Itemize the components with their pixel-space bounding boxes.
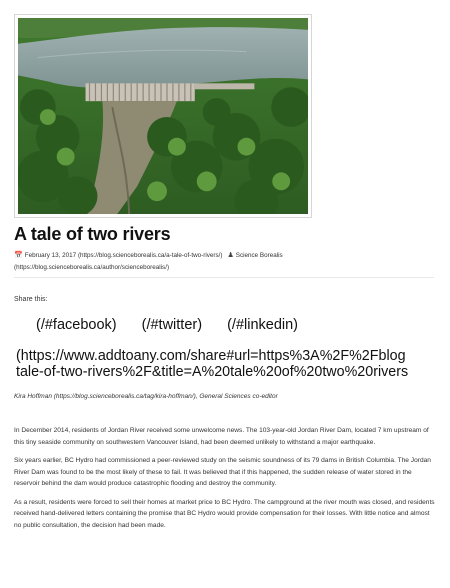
article-title: A tale of two rivers: [14, 224, 171, 244]
byline-author: Kira Hoffman: [14, 393, 52, 400]
body-paragraph-2: Six years earlier, BC Hydro had commissioned a peer-reviewed study on the seismic soundness of its 79 dams in British Columbia. The Jordan River Dam was found to be the most likely of these to fail. It was believed that if this happened, the sudden release of water stored in the reservoir behind the dam would produce catastrophic flooding and destroy the community.: [14, 457, 431, 487]
body-paragraph-3: As a result, residents were forced to sell their homes at market price to BC Hydro. The campground at the river mouth was closed, and residents received hand-delivered letters containing the promise that BC Hydro would provide compensation for their losses. With little notice and almost no public consultation, the decision had been made.: [14, 498, 435, 529]
post-date: February 13, 2017: [24, 252, 77, 259]
share-twitter-link[interactable]: (/#twitter): [141, 317, 203, 333]
author-name: Science Borealis: [235, 252, 283, 259]
byline-tag-url: (https://blog.scienceborealis.ca/tag/kira-hoffman/): [53, 393, 196, 400]
byline-role: , General Sciences co-editor: [195, 393, 278, 400]
addtoany-line-2: tale-of-two-rivers%2F&title=A%20tale%20of%20two%20rivers: [16, 364, 409, 380]
user-icon: ♟: [227, 252, 234, 259]
share-facebook-link[interactable]: (/#facebook): [36, 317, 117, 333]
post-date-url: (https://blog.scienceborealis.ca/a-tale-of-two-rivers/): [77, 252, 223, 259]
byline: [14, 393, 278, 400]
calendar-icon: 📅: [14, 252, 23, 259]
share-linkedin-link[interactable]: (/#linkedin): [227, 317, 299, 333]
dam-photo: [18, 18, 308, 214]
author-link[interactable]: [236, 252, 283, 259]
post-date-link[interactable]: [25, 252, 223, 259]
hero-image: [14, 14, 312, 218]
share-label: Share this:: [14, 296, 48, 303]
article-meta: [14, 250, 434, 274]
byline-author-link[interactable]: [14, 393, 196, 400]
meta-divider: [14, 277, 434, 278]
article-body: [14, 425, 436, 538]
addtoany-line-1: (https://www.addtoany.com/share#url=https%3A%2F%2Fblog: [16, 348, 406, 364]
body-paragraph-1: In December 2014, residents of Jordan River received some unwelcome news. The 103-year-old Jordan River Dam, located 7 km upstream of this tiny seaside community on southwestern Vancouver Island, had been deemed unlikely to withstand a major earthquake.: [14, 427, 429, 446]
author-url[interactable]: (https://blog.scienceborealis.ca/author/scienceborealis/): [14, 264, 170, 271]
share-addtoany-link[interactable]: [16, 348, 450, 380]
share-links: [36, 317, 319, 333]
